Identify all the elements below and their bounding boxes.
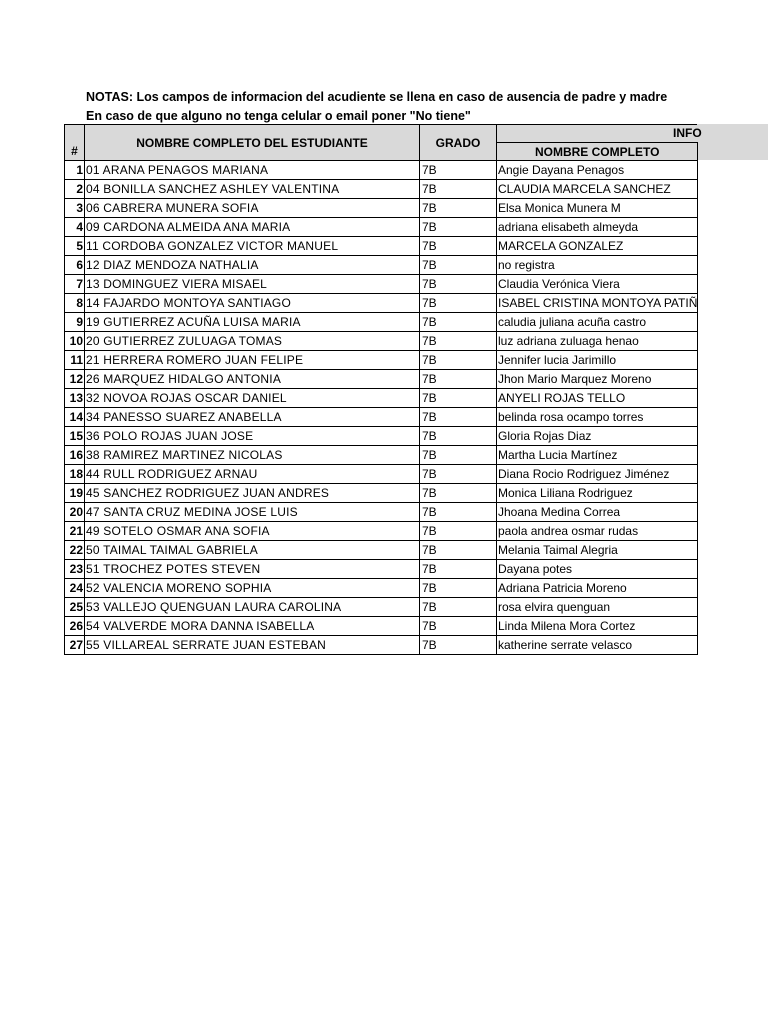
grade-cell[interactable]: 7B: [420, 522, 497, 541]
row-number-cell[interactable]: 9: [65, 313, 85, 332]
student-name-cell[interactable]: 54 VALVERDE MORA DANNA ISABELLA: [85, 617, 420, 636]
student-name-cell[interactable]: 34 PANESSO SUAREZ ANABELLA: [85, 408, 420, 427]
guardian-name-cell[interactable]: no registra: [497, 256, 698, 275]
guardian-name-cell[interactable]: rosa elvira quenguan: [497, 598, 698, 617]
row-number-cell[interactable]: 26: [65, 617, 85, 636]
guardian-name-cell[interactable]: Adriana Patricia Moreno: [497, 579, 698, 598]
guardian-name-cell[interactable]: adriana elisabeth almeyda: [497, 218, 698, 237]
row-number-cell[interactable]: 6: [65, 256, 85, 275]
grade-cell[interactable]: 7B: [420, 598, 497, 617]
guardian-name-cell[interactable]: Linda Milena Mora Cortez: [497, 617, 698, 636]
table-row: [65, 237, 698, 256]
table-row: [65, 560, 698, 579]
row-number-cell[interactable]: 8: [65, 294, 85, 313]
grade-cell[interactable]: 7B: [420, 636, 497, 655]
guardian-name-cell[interactable]: belinda rosa ocampo torres: [497, 408, 698, 427]
notes: [86, 88, 667, 126]
row-number-cell[interactable]: 21: [65, 522, 85, 541]
row-number-cell[interactable]: 1: [65, 161, 85, 180]
table-row: [65, 389, 698, 408]
row-number-cell[interactable]: 18: [65, 465, 85, 484]
guardian-name-cell[interactable]: Claudia Verónica Viera: [497, 275, 698, 294]
row-number-cell[interactable]: 5: [65, 237, 85, 256]
grade-cell[interactable]: 7B: [420, 180, 497, 199]
student-name-cell[interactable]: 49 SOTELO OSMAR ANA SOFIA: [85, 522, 420, 541]
grade-cell[interactable]: 7B: [420, 427, 497, 446]
student-name-cell[interactable]: 44 RULL RODRIGUEZ ARNAU: [85, 465, 420, 484]
grade-cell[interactable]: 7B: [420, 541, 497, 560]
notes-line-2: En caso de que alguno no tenga celular o email poner "No tiene": [86, 109, 471, 123]
student-name-cell[interactable]: 36 POLO ROJAS JUAN JOSE: [85, 427, 420, 446]
table-row: [65, 465, 698, 484]
row-number-cell[interactable]: 25: [65, 598, 85, 617]
grade-cell[interactable]: 7B: [420, 446, 497, 465]
row-number-cell[interactable]: 12: [65, 370, 85, 389]
grade-cell[interactable]: 7B: [420, 408, 497, 427]
column-header-student-name[interactable]: NOMBRE COMPLETO DEL ESTUDIANTE: [85, 125, 420, 161]
grade-cell[interactable]: 7B: [420, 370, 497, 389]
table-row: [65, 522, 698, 541]
student-name-cell[interactable]: 38 RAMIREZ MARTINEZ NICOLAS: [85, 446, 420, 465]
table-row: [65, 218, 698, 237]
grade-cell[interactable]: 7B: [420, 579, 497, 598]
table-row: [65, 617, 698, 636]
row-number-cell[interactable]: 24: [65, 579, 85, 598]
grade-cell[interactable]: 7B: [420, 503, 497, 522]
guardian-name-cell[interactable]: Angie Dayana Penagos: [497, 161, 698, 180]
grade-cell[interactable]: 7B: [420, 465, 497, 484]
student-name-cell[interactable]: 21 HERRERA ROMERO JUAN FELIPE: [85, 351, 420, 370]
table-row: [65, 199, 698, 218]
guardian-name-cell[interactable]: ANYELI ROJAS TELLO: [497, 389, 698, 408]
student-roster-table: [64, 124, 698, 655]
notes-line-1: NOTAS: Los campos de informacion del acudiente se llena en caso de ausencia de padre y madre: [86, 90, 668, 104]
table-row: [65, 579, 698, 598]
student-name-cell[interactable]: 19 GUTIERREZ ACUÑA LUISA MARIA: [85, 313, 420, 332]
student-name-cell[interactable]: 52 VALENCIA MORENO SOPHIA: [85, 579, 420, 598]
guardian-name-cell[interactable]: Jennifer lucia Jarimillo: [497, 351, 698, 370]
guardian-name-cell[interactable]: Gloria Rojas Diaz: [497, 427, 698, 446]
student-name-cell[interactable]: 26 MARQUEZ HIDALGO ANTONIA: [85, 370, 420, 389]
column-header-grade[interactable]: GRADO: [420, 125, 497, 161]
row-number-cell[interactable]: 3: [65, 199, 85, 218]
row-number-cell[interactable]: 10: [65, 332, 85, 351]
guardian-name-cell[interactable]: Monica Liliana Rodriguez: [497, 484, 698, 503]
row-number-cell[interactable]: 11: [65, 351, 85, 370]
student-name-cell[interactable]: 06 CABRERA MUNERA SOFIA: [85, 199, 420, 218]
student-name-cell[interactable]: 32 NOVOA ROJAS OSCAR DANIEL: [85, 389, 420, 408]
grade-cell[interactable]: 7B: [420, 256, 497, 275]
guardian-name-cell[interactable]: Dayana potes: [497, 560, 698, 579]
header-info-label: INFO: [673, 126, 702, 140]
grade-cell[interactable]: 7B: [420, 484, 497, 503]
grade-cell[interactable]: 7B: [420, 218, 497, 237]
student-name-cell[interactable]: 20 GUTIERREZ ZULUAGA TOMAS: [85, 332, 420, 351]
guardian-name-cell[interactable]: paola andrea osmar rudas: [497, 522, 698, 541]
grade-cell[interactable]: 7B: [420, 275, 497, 294]
guardian-name-cell[interactable]: ISABEL CRISTINA MONTOYA PATIÑ: [497, 294, 698, 313]
student-name-cell[interactable]: 11 CORDOBA GONZALEZ VICTOR MANUEL: [85, 237, 420, 256]
grade-cell[interactable]: 7B: [420, 294, 497, 313]
grade-cell[interactable]: 7B: [420, 313, 497, 332]
grade-cell[interactable]: 7B: [420, 617, 497, 636]
student-name-cell[interactable]: 55 VILLAREAL SERRATE JUAN ESTEBAN: [85, 636, 420, 655]
student-name-cell[interactable]: 12 DIAZ MENDOZA NATHALIA: [85, 256, 420, 275]
grade-cell[interactable]: 7B: [420, 237, 497, 256]
table-row: [65, 351, 698, 370]
student-name-cell[interactable]: 45 SANCHEZ RODRIGUEZ JUAN ANDRES: [85, 484, 420, 503]
guardian-name-cell[interactable]: CLAUDIA MARCELA SANCHEZ: [497, 180, 698, 199]
grade-cell[interactable]: 7B: [420, 161, 497, 180]
table-row: [65, 294, 698, 313]
guardian-name-cell[interactable]: luz adriana zuluaga henao: [497, 332, 698, 351]
table-row: [65, 598, 698, 617]
table-row: [65, 427, 698, 446]
row-number-cell[interactable]: 20: [65, 503, 85, 522]
table-row: [65, 503, 698, 522]
student-name-cell[interactable]: 47 SANTA CRUZ MEDINA JOSE LUIS: [85, 503, 420, 522]
row-number-cell[interactable]: 22: [65, 541, 85, 560]
table-row: [65, 541, 698, 560]
grade-cell[interactable]: 7B: [420, 199, 497, 218]
student-name-cell[interactable]: 01 ARANA PENAGOS MARIANA: [85, 161, 420, 180]
row-number-cell[interactable]: 13: [65, 389, 85, 408]
roster-body: [65, 161, 698, 655]
student-name-cell[interactable]: 50 TAIMAL TAIMAL GABRIELA: [85, 541, 420, 560]
guardian-name-cell[interactable]: MARCELA GONZALEZ: [497, 237, 698, 256]
table-row: [65, 446, 698, 465]
grade-cell[interactable]: 7B: [420, 351, 497, 370]
guardian-name-cell[interactable]: Martha Lucia Martínez: [497, 446, 698, 465]
table-row: [65, 484, 698, 503]
row-number-cell[interactable]: 23: [65, 560, 85, 579]
row-number-cell[interactable]: 19: [65, 484, 85, 503]
table-row: [65, 408, 698, 427]
grade-cell[interactable]: 7B: [420, 560, 497, 579]
row-number-cell[interactable]: 14: [65, 408, 85, 427]
student-name-cell[interactable]: 14 FAJARDO MONTOYA SANTIAGO: [85, 294, 420, 313]
column-header-guardian-name[interactable]: NOMBRE COMPLETO: [497, 143, 698, 161]
grade-cell[interactable]: 7B: [420, 332, 497, 351]
guardian-name-cell[interactable]: Diana Rocio Rodriguez Jiménez: [497, 465, 698, 484]
table-row: [65, 370, 698, 389]
student-name-cell[interactable]: 09 CARDONA ALMEIDA ANA MARIA: [85, 218, 420, 237]
row-number-cell[interactable]: 15: [65, 427, 85, 446]
grade-cell[interactable]: 7B: [420, 389, 497, 408]
student-name-cell[interactable]: 13 DOMINGUEZ VIERA MISAEL: [85, 275, 420, 294]
header-overflow-fill: [697, 124, 768, 160]
table-row: [65, 313, 698, 332]
table-row: [65, 180, 698, 199]
table-row: [65, 332, 698, 351]
guardian-name-cell[interactable]: katherine serrate velasco: [497, 636, 698, 655]
student-name-cell[interactable]: 51 TROCHEZ POTES STEVEN: [85, 560, 420, 579]
header-info-spacer: [497, 125, 698, 143]
student-name-cell[interactable]: 53 VALLEJO QUENGUAN LAURA CAROLINA: [85, 598, 420, 617]
table-row: [65, 636, 698, 655]
table-row: [65, 275, 698, 294]
row-number-cell[interactable]: 16: [65, 446, 85, 465]
row-number-cell[interactable]: 4: [65, 218, 85, 237]
guardian-name-cell[interactable]: caludia juliana acuña castro: [497, 313, 698, 332]
student-name-cell[interactable]: 04 BONILLA SANCHEZ ASHLEY VALENTINA: [85, 180, 420, 199]
guardian-name-cell[interactable]: Jhon Mario Marquez Moreno: [497, 370, 698, 389]
guardian-name-cell[interactable]: Elsa Monica Munera M: [497, 199, 698, 218]
table-row: [65, 256, 698, 275]
table-row: [65, 161, 698, 180]
row-number-cell[interactable]: 2: [65, 180, 85, 199]
guardian-name-cell[interactable]: Jhoana Medina Correa: [497, 503, 698, 522]
row-number-cell[interactable]: 27: [65, 636, 85, 655]
row-number-cell[interactable]: 7: [65, 275, 85, 294]
column-header-number[interactable]: #: [65, 125, 85, 161]
guardian-name-cell[interactable]: Melania Taimal Alegria: [497, 541, 698, 560]
